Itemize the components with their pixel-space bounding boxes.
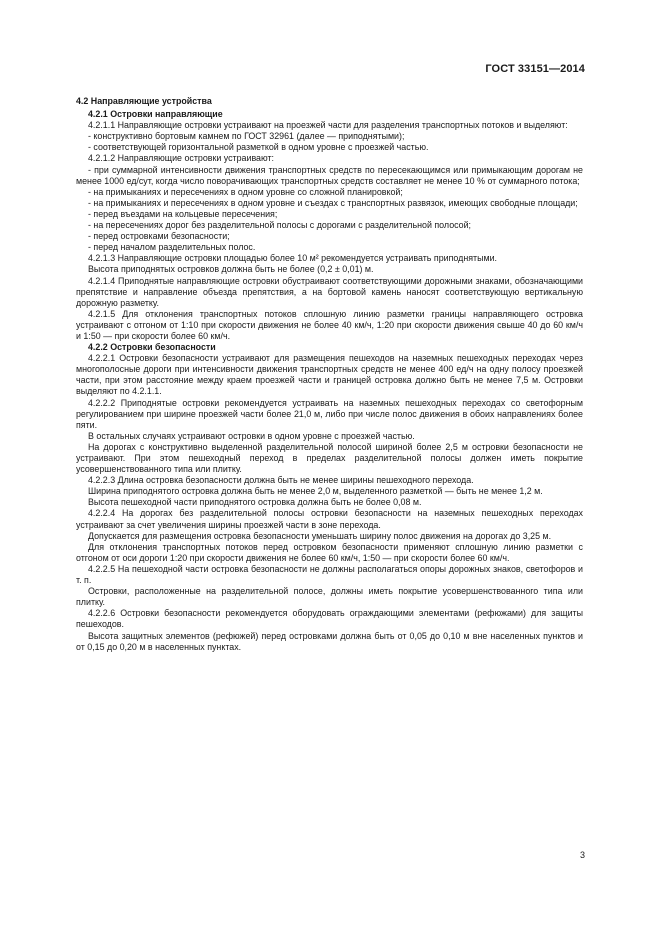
paragraph-surface-type: Островки, расположенные на разделительной полосе, должны иметь покрытие усовершенствованного типа или плитку. [76,586,583,608]
paragraph-4-2-1-5: 4.2.1.5 Для отклонения транспортных потоков сплошную линию разметки границы направляющего островка устраивают с отгоном от 1:10 при скорости движения не более 40 км/ч, 1:20 при скорости движения свыше 40 до 60 км/ч и 1:50 — при скорости более 60 км/ч. [76,308,583,341]
list-item: - соответствующей горизонтальной разметкой в одном уровне с проезжей частью. [88,142,429,153]
list-item: - на примыканиях и пересечениях в одном уровне и съездах с транспортных развязок, имеющих свободные площади; [88,197,578,208]
paragraph-lane-width: Допускается для размещения островка безопасности уменьшать ширину полос движения на дорогах до 3,25 м. [88,530,552,541]
paragraph-4-2-2-4: 4.2.2.4 На дорогах без разделительной полосы островки безопасности на наземных пешеходных переходах устраивают за счет увеличения ширины проезжей части в зоне перехода. [76,508,583,530]
page-number: 3 [579,850,585,860]
paragraph-4-2-2-6: 4.2.2.6 Островки безопасности рекомендуется оборудовать ограждающими элементами (рефюжами) для защиты пешеходов. [76,608,583,630]
list-item: - перед въездами на кольцевые пересечения; [88,208,278,219]
list-item: - на примыканиях и пересечениях в одном уровне со сложной планировкой; [88,186,403,197]
section-title: 4.2 Направляющие устройства [76,96,212,106]
paragraph-pedestrian-height: Высота пешеходной части приподнятого островка должна быть не более 0,08 м. [88,497,422,508]
paragraph-4-2-2-3: 4.2.2.3 Длина островка безопасности должна быть не менее ширины пешеходного перехода. [88,475,474,486]
paragraph-island-width: Ширина приподнятого островка должна быть не менее 2,0 м, выделенного разметкой — быть не менее 1,2 м. [88,486,543,497]
list-item: - конструктивно бортовым камнем по ГОСТ 32961 (далее — приподнятыми); [88,131,405,142]
document-standard-header: ГОСТ 33151—2014 [485,63,585,75]
paragraph-marking-taper: Для отклонения транспортных потоков перед островком безопасности применяют сплошную линию разметки с отгоном от оси дороги 1:20 при скорости движения не более 60 км/ч, 1:50 — при скорости более 60 км/ч. [76,541,583,563]
paragraph-dividing-strip: На дорогах с конструктивно выделенной разделительной полосой шириной более 2,5 м островки безопасности не устраивают. При этом пешеходный переход в пределах разделительной полосы должен иметь покрытие усовершенствованного типа или плитку. [76,441,583,475]
document-body [76,96,583,653]
list-item: - при суммарной интенсивности движения транспортных средств по пересекающимся или примыкающим дорогам не менее 1000 ед/сут, когда число поворачивающих транспортных средств составляет не менее 10 % от суммарного потока; [76,164,583,186]
paragraph-other-cases: В остальных случаях устраивают островки в одном уровне с проезжей частью. [88,430,415,441]
list-item: - на пересечениях дорог без разделительной полосы с дорогами с разделительной полосой; [88,220,472,231]
subsection-heading-4-2-2: 4.2.2 Островки безопасности [88,342,216,353]
list-item: - перед началом разделительных полос. [88,242,256,253]
paragraph-4-2-1-2: 4.2.1.2 Направляющие островки устраивают: [88,153,274,164]
paragraph-4-2-2-2: 4.2.2.2 Приподнятые островки рекомендуется устраивать на наземных пешеходных переходах со светофорным регулированием при ширине проезжей части более 21,0 м, либо при числе полос движения в обоих направлениях более пяти. [76,397,583,430]
paragraph-4-2-2-5: 4.2.2.5 На пешеходной части островка безопасности не должны располагаться опоры дорожных знаков, светофоров и т. п. [76,563,583,586]
paragraph-4-2-1-4: 4.2.1.4 Приподнятые направляющие островки обустраивают соответствующими дорожными знаками, обозначающими препятствие и направление объезда препятствия, а на бортовой камень наносят соответствующую вертикальную дорожную разметку. [76,275,583,308]
paragraph-island-height: Высота приподнятых островков должна быть не более (0,2 ± 0,01) м. [88,264,374,275]
subsection-heading-4-2-1: 4.2.1 Островки направляющие [88,109,223,120]
paragraph-4-2-1-1: 4.2.1.1 Направляющие островки устраивают на проезжей части для разделения транспортных потоков и выделяют: [88,120,568,131]
paragraph-refuge-height: Высота защитных элементов (рефюжей) перед островками должна быть от 0,05 до 0,10 м вне населенных пунктов и от 0,15 до 0,20 м в населенных пунктах. [76,630,583,652]
paragraph-4-2-1-3: 4.2.1.3 Направляющие островки площадью более 10 м² рекомендуется устраивать приподнятыми. [88,253,497,264]
paragraph-4-2-2-1: 4.2.2.1 Островки безопасности устраивают для размещения пешеходов на наземных пешеходных переходах через многополосные дороги при интенсивности движения транспортных средств не менее 400 ед/ч на одну полосу проезжей части, при этом расстояние между краем проезжей части и границей островка должно быть не менее 7,5 м. Островки выделяют по 4.2.1.1. [76,353,583,397]
list-item: - перед островками безопасности; [88,231,230,242]
